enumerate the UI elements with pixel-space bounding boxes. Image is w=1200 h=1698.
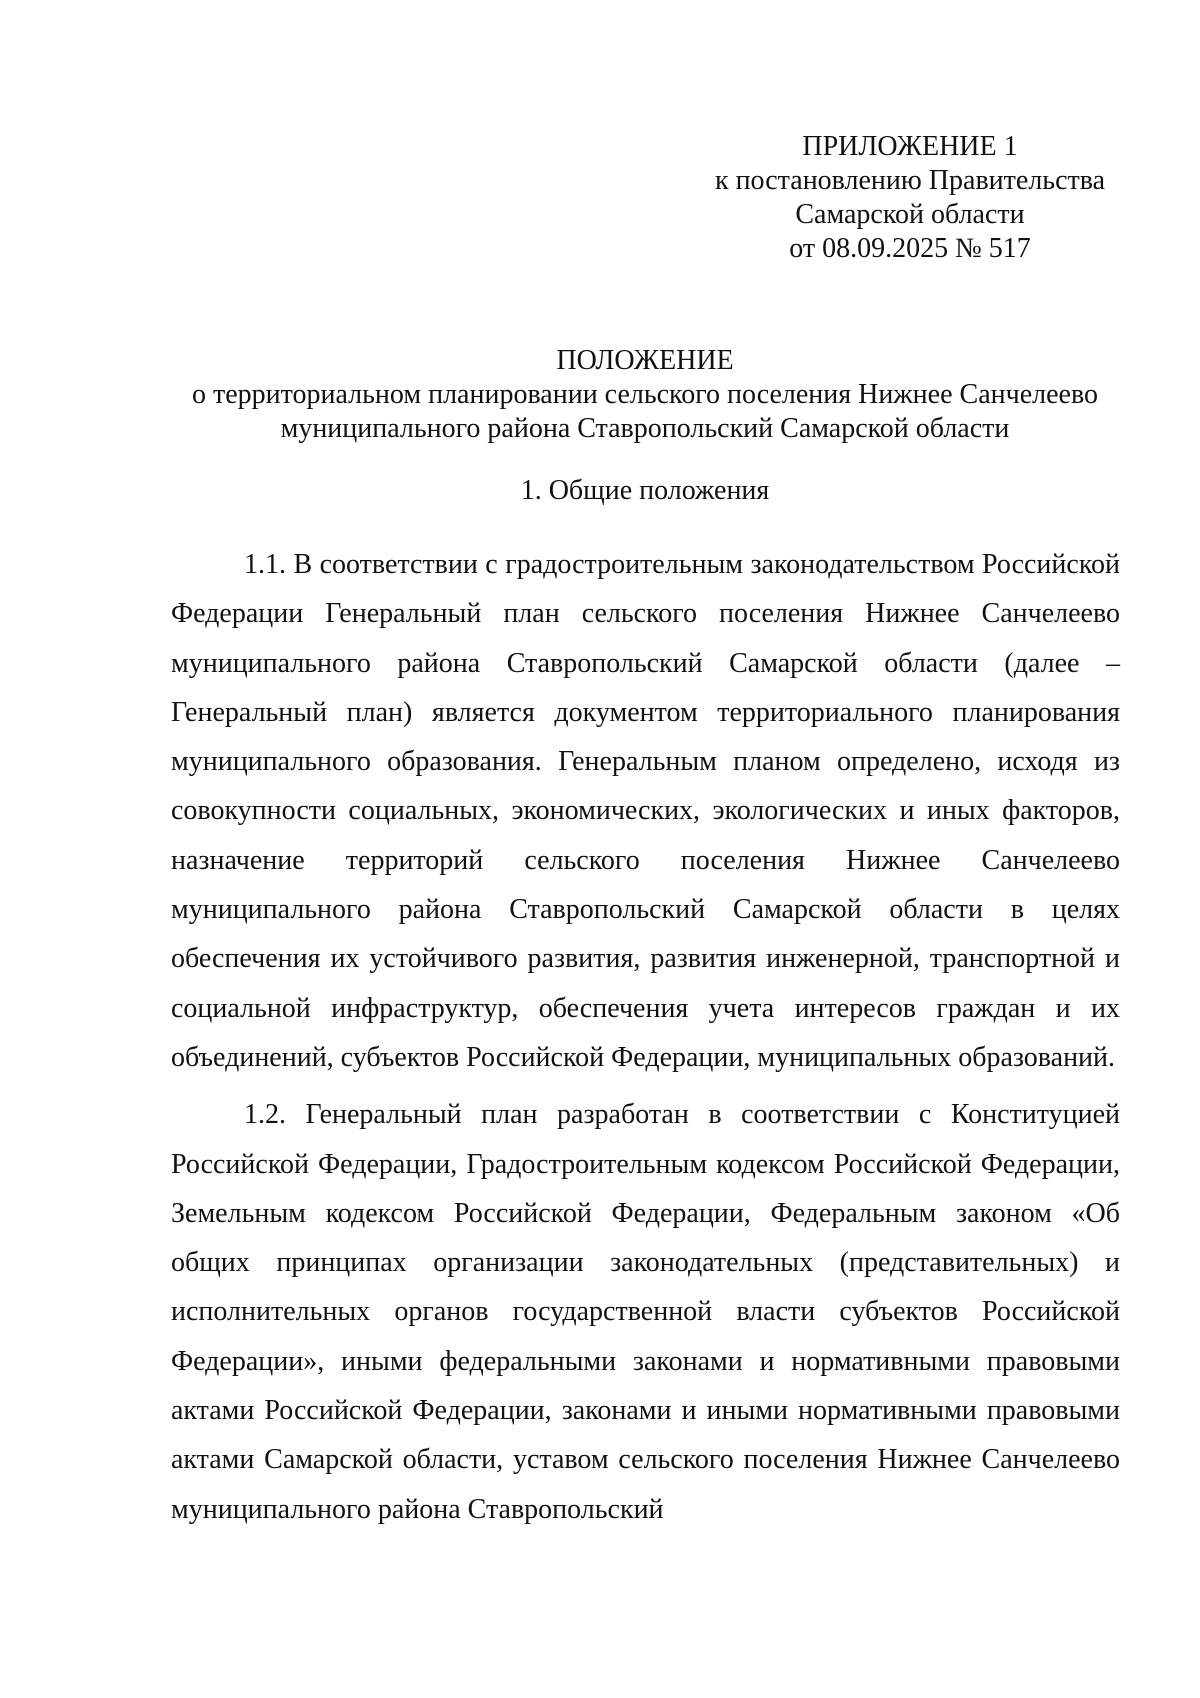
paragraph-1-1: 1.1. В соответствии с градостроительным законодательством Российской Федерации Генеральный план сельского поселения Нижнее Санчелеево муниципального района Ставропольский Самарской области (далее – Генеральный план) является документом территориального планирования муниципального образования. Генеральным планом определено, исходя из совокупности социальных, экономических, экологических и иных факторов, назначение территорий сельского поселения Нижнее Санчелеево муниципального района Ставропольский Самарской области в целях обеспечения их устойчивого развития, развития инженерной, транспортной и социальной инфраструктур, обеспечения учета интересов граждан и их объединений, субъектов Российской Федерации, муниципальных образований. bbox=[171, 549, 1120, 1073]
section-heading: 1. Общие положения bbox=[520, 475, 770, 506]
appendix-number: ПРИЛОЖЕНИЕ 1 bbox=[802, 131, 1018, 162]
appendix-date-number: от 08.09.2025 № 517 bbox=[789, 233, 1031, 264]
appendix-reference: к постановлению Правительства bbox=[714, 165, 1106, 196]
document-body bbox=[171, 540, 1120, 1542]
paragraph-1-2: 1.2. Генеральный план разработан в соответствии с Конституцией Российской Федерации, Градостроительным кодексом Российской Федерации, Земельным кодексом Российской Федерации, Федеральным законом «Об общих принципах организации законодательных (представительных) и исполнительных органов государственной власти субъектов Российской Федерации», иными федеральными законами и нормативными правовыми актами Российской Федерации, законами и иными нормативными правовыми актами Самарской области, уставом сельского поселения Нижнее Санчелеево муниципального района Ставропольский bbox=[171, 1099, 1120, 1525]
title-subtitle-line-1: о территориальном планировании сельского поселения Нижнее Санчелеево bbox=[192, 379, 1098, 410]
appendix-region: Самарской области bbox=[795, 199, 1025, 230]
document-title bbox=[0, 344, 1200, 446]
appendix-header bbox=[700, 130, 1120, 266]
title-subtitle-line-2: муниципального района Ставропольский Самарской области bbox=[280, 413, 1010, 444]
title-heading: ПОЛОЖЕНИЕ bbox=[556, 345, 734, 376]
